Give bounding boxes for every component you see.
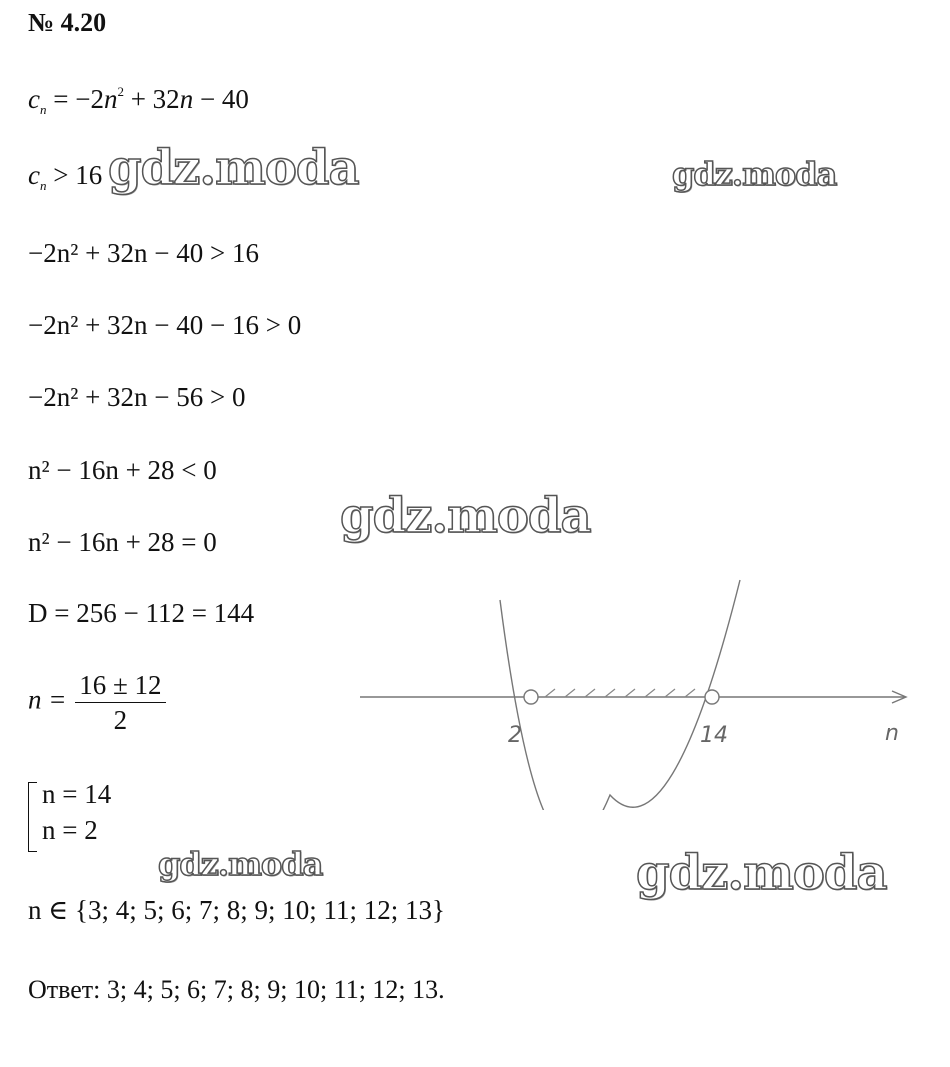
- step-inequality-3: −2n² + 32n − 56 > 0: [28, 382, 246, 412]
- roots-system: [28, 776, 111, 848]
- fraction-numerator: 16 ± 12: [75, 668, 165, 703]
- problem-number: № 4.20: [28, 8, 107, 37]
- root-label-left: 2: [508, 723, 522, 748]
- condition-inequality: $c_n > 16$: [28, 160, 103, 193]
- axis-label: n: [885, 721, 899, 746]
- fraction-denominator: 2: [113, 705, 128, 735]
- step-inequality-4: n² − 16n + 28 < 0: [28, 455, 217, 485]
- root-point-left: [524, 690, 538, 704]
- root-row-1: n = 14: [42, 779, 112, 809]
- formula-sequence: $c_n = -2n^2 + 32n - 40$: [28, 84, 249, 117]
- quadratic-equation: n² − 16n + 28 = 0: [28, 527, 217, 557]
- watermark-logo: gdz.moda: [108, 140, 359, 196]
- step-inequality-2: −2n² + 32n − 40 − 16 > 0: [28, 310, 302, 340]
- watermark-logo: gdz.moda: [158, 845, 323, 883]
- fraction: [75, 668, 165, 737]
- bracket: [28, 782, 37, 852]
- parabola-sketch: [340, 560, 920, 810]
- solution-set: n ∈ {3; 4; 5; 6; 7; 8; 9; 10; 11; 12; 13}: [28, 895, 445, 925]
- root-label-right: 14: [700, 723, 728, 748]
- root-point-right: [705, 690, 719, 704]
- step-inequality-1: −2n² + 32n − 40 > 16: [28, 238, 260, 268]
- roots-formula: n = $\frac{16 \pm 12}{2}$: [28, 668, 166, 737]
- hatching: [545, 689, 695, 697]
- watermark-logo: gdz.moda: [340, 488, 591, 544]
- watermark-logo: gdz.moda: [672, 155, 837, 193]
- root-row-2: n = 2: [42, 815, 98, 845]
- watermark-logo: gdz.moda: [636, 845, 887, 901]
- discriminant: D = 256 − 112 = 144: [28, 598, 255, 628]
- answer: Ответ: 3; 4; 5; 6; 7; 8; 9; 10; 11; 12; 13.: [28, 975, 445, 1004]
